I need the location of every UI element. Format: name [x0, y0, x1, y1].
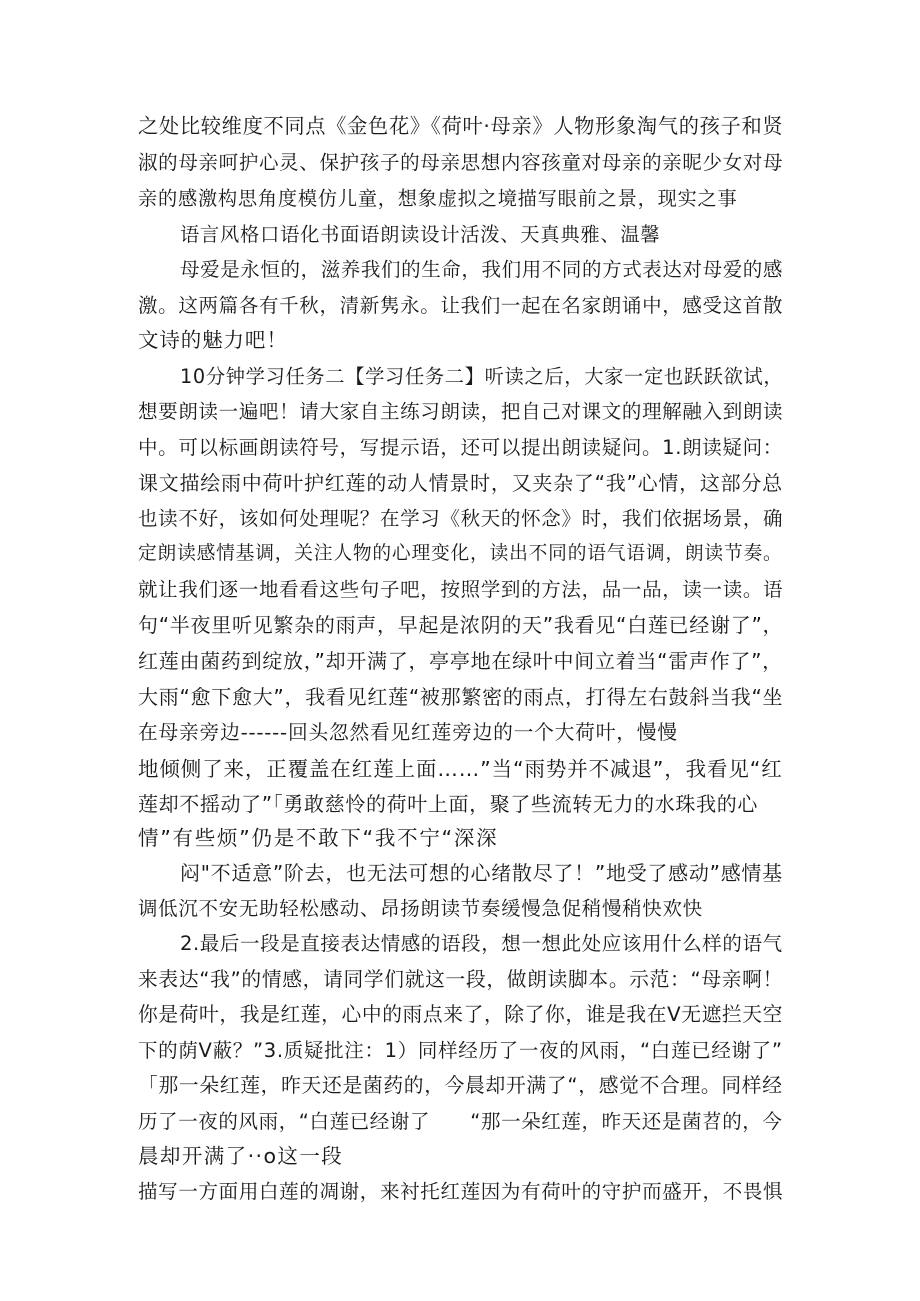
text-line: 晨却开满了··o这一段 — [138, 1144, 344, 1168]
text-line: 地倾侧了来，正覆盖在红莲上面……”当“雨势并不减退”，我看见“红 — [138, 757, 783, 781]
text-line: 就让我们逐一地看看这些句子吧，按照学到的方法，品一品，读一读。语 — [138, 578, 784, 601]
text-line: 定朗读感情基调，关注人物的心理变化，读出不同的语气语调，朗读节奏。 — [138, 543, 783, 564]
text-line: 文诗的魅力吧！ — [138, 328, 288, 352]
text-line: 红莲由菌药到绽放，”却开满了，亭亭地在绿叶中间立着当“雷声作了”， — [138, 649, 783, 673]
text-line: 10分钟学习任务二【学习任务二】听读之后，大家一定也跃跃欲试， — [180, 365, 784, 388]
text-line: 「那一朵红莲，昨天还是菌药的，今晨却开满了“，感觉不合理。同样经 — [138, 1074, 783, 1097]
text-line: 也读不好，该如何处理呢？在学习《秋天的怀念》时，我们依据场景，确 — [138, 507, 784, 530]
text-line: 课文描绘雨中荷叶护红莲的动人情景时，又夹杂了“我”心情，这部分总 — [138, 471, 783, 495]
text-line: 在母亲旁边------回头忽然看见红莲旁边的一个大荷叶，慢慢 — [138, 721, 678, 744]
text-line: 来表达“我”的情感，请同学们就这一段，做朗读脚本。示范：“母亲啊！ — [138, 968, 783, 991]
text-line: 语言风格口语化书面语朗读设计活泼、天真典雅、温馨 — [180, 223, 661, 246]
text-line: 母爱是永恒的，滋养我们的生命，我们用不同的方式表达对母爱的感 — [180, 258, 784, 281]
text-line: 下的荫V蔽？”3.质疑批注：1）同样经历了一夜的风雨，“白莲已经谢了” — [138, 1039, 783, 1062]
text-line: 淑的母亲呵护心灵、保护孩子的母亲思想内容孩童对母亲的亲昵少女对母 — [138, 151, 784, 174]
text-line: 描写一方面用白莲的凋谢，来衬托红莲因为有荷叶的守护而盛开，不畏惧 — [138, 1180, 784, 1203]
text-line: 你是荷叶，我是红莲，心中的雨点来了，除了你，谁是我在V无遮拦天空 — [138, 1003, 783, 1026]
text-line: 调低沉不安无助轻松感动、昂扬朗读节奏缓慢急促稍慢稍快欢快 — [138, 897, 703, 920]
text-line: 之处比较维度不同点《金色花》《荷叶·母亲》人物形象淘气的孩子和贤 — [138, 114, 784, 138]
text-line: 莲却不摇动了”「勇敢慈怜的荷叶上面，聚了些流转无力的水珠我的心 — [138, 792, 758, 816]
text-line: 中。可以标画朗读符号，写提示语，还可以提出朗读疑问。1.朗读疑问： — [138, 436, 783, 459]
text-line: 激。这两篇各有千秋，清新隽永。让我们一起在名家朗诵中，感受这首散 — [138, 294, 784, 317]
text-line: 句“半夜里听见繁杂的雨声，早起是浓阴的天”我看见“白莲已经谢了”， — [138, 613, 784, 637]
text-line: 亲的感激构思角度模仿儿童，想象虚拟之境描写眼前之景，现实之事 — [138, 187, 738, 210]
text-line: 闷"不适意”阶去，也无法可想的心绪散尽了！”地受了感动”感情基 — [180, 861, 783, 885]
text-line: 大雨“愈下愈大”，我看见红莲“被那繁密的雨点，打得左右鼓斜当我“坐 — [138, 685, 784, 709]
text-line: 想要朗读一遍吧！请大家自主练习朗读，把自己对课文的理解融入到朗读 — [138, 400, 784, 423]
text-line: 情”有些烦”仍是不敢下“我不宁“深深 — [138, 826, 499, 850]
text-line: 2.最后一段是直接表达情感的语段，想一想此处应该用什么样的语气 — [180, 932, 783, 955]
text-line: 历了一夜的风雨，“白莲已经谢了 “那一朵红莲，昨天还是菌苕的，今 — [138, 1110, 783, 1133]
